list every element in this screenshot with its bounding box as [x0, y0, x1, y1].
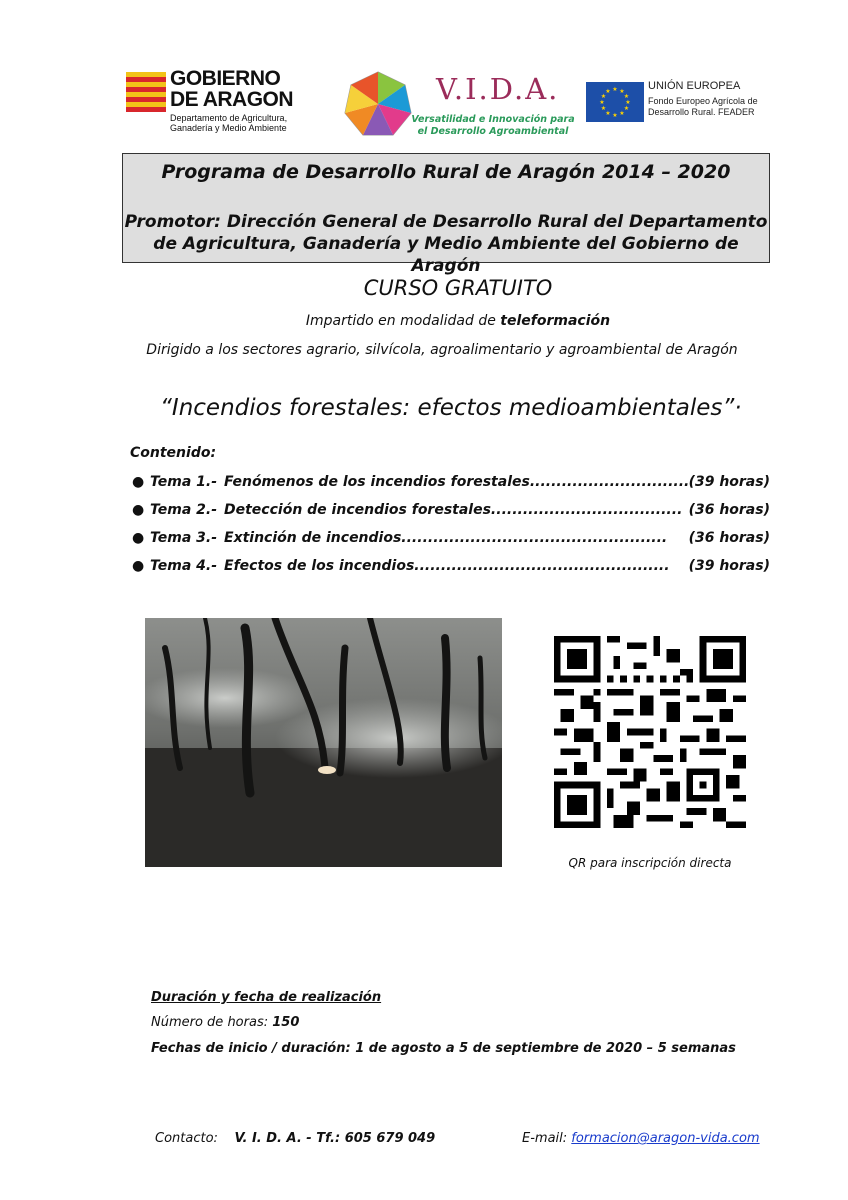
topic-text: Extinción de incendios..................................................: [224, 530, 668, 546]
course-audience: Dirigido a los sectores agrario, silvícola, agroalimentario y agroambiental de Aragón: [146, 342, 738, 358]
hours-label: Número de horas:: [151, 1015, 273, 1030]
vida-heptagon-icon: [342, 68, 414, 140]
list-item: [130, 496, 770, 524]
svg-text:★: ★: [625, 99, 631, 106]
list-item: [130, 468, 770, 496]
course-heading: CURSO GRATUITO: [363, 276, 553, 300]
qr-code[interactable]: [554, 636, 746, 828]
topic-label: Tema 2.-: [150, 502, 218, 518]
svg-text:★: ★: [599, 99, 605, 106]
email-line: [522, 1131, 760, 1146]
topic-hours: (36 horas): [688, 502, 770, 518]
aragon-flag-icon: [126, 72, 166, 112]
course-mode: [0, 313, 848, 329]
topic-label: Tema 1.-: [150, 474, 218, 490]
svg-text:★: ★: [623, 93, 630, 100]
svg-text:★: ★: [612, 112, 618, 119]
qr-caption: QR para inscripción directa: [568, 856, 732, 870]
list-item: [130, 524, 770, 552]
list-item: [130, 552, 770, 580]
program-title: Programa de Desarrollo Rural de Aragón 2014 – 2020: [161, 161, 731, 183]
vida-subtitle: Versatilidad e Innovación para el Desarrollo Agroambiental: [411, 114, 575, 137]
duration-dates: Fechas de inicio / duración: 1 de agosto a 5 de septiembre de 2020 – 5 semanas: [151, 1041, 736, 1056]
topic-text: Detección de incendios forestales....................................: [224, 502, 683, 518]
email-link[interactable]: formacion@aragon-vida.com: [571, 1131, 760, 1146]
topic-hours: (39 horas): [688, 474, 770, 490]
svg-text:★: ★: [619, 110, 625, 117]
bullet-icon: ●: [132, 474, 145, 490]
aragon-name-line2: DE ARAGON: [170, 88, 294, 111]
aragon-name-line1: GOBIERNO: [170, 67, 281, 90]
duration-hours: [151, 1015, 299, 1030]
eu-title: UNIÓN EUROPEA: [648, 80, 741, 92]
bullet-icon: ●: [132, 558, 145, 574]
topic-text: Fenómenos de los incendios forestales..............................: [224, 474, 690, 490]
topic-hours: (39 horas): [688, 558, 770, 574]
svg-text:★: ★: [605, 88, 611, 95]
eu-subtitle: Fondo Europeo Agrícola de Desarrollo Rural. FEADER: [648, 96, 758, 117]
aragon-government-logo: [126, 68, 312, 138]
course-title: “Incendios forestales: efectos medioambientales”·: [160, 395, 742, 421]
vida-title: V.I.D.A.: [436, 72, 560, 106]
svg-text:★: ★: [619, 88, 625, 95]
topic-hours: (36 horas): [688, 530, 770, 546]
contents-label: Contenido:: [130, 445, 217, 461]
bullet-icon: ●: [132, 530, 145, 546]
contact-line: [155, 1131, 435, 1146]
course-mode-value: teleformación: [500, 313, 611, 329]
bullet-icon: ●: [132, 502, 145, 518]
svg-text:★: ★: [600, 105, 607, 112]
course-mode-prefix: Impartido en modalidad de: [305, 313, 501, 329]
forest-fire-photo: [145, 618, 502, 867]
topic-text: Efectos de los incendios................................................: [224, 558, 670, 574]
svg-text:★: ★: [623, 105, 630, 112]
duration-heading: Duración y fecha de realización: [151, 990, 382, 1005]
eu-flag-icon: [586, 82, 644, 122]
svg-text:★: ★: [605, 110, 611, 117]
svg-text:★: ★: [612, 86, 618, 93]
aragon-logo-name: [170, 68, 293, 110]
topics-list: [130, 468, 770, 580]
program-box: [122, 153, 770, 276]
svg-text:★: ★: [600, 93, 607, 100]
contact-org: V. I. D. A. - Tf.:: [234, 1131, 345, 1146]
contact-phone: 605 679 049: [344, 1131, 436, 1146]
eu-logo: [586, 80, 766, 124]
program-promoter: Promotor: Dirección General de Desarrollo Rural del Departamento de Agricultura, Ganadería y Medio Ambiente del Gobierno de Aragón: [124, 212, 768, 276]
contact-label: Contacto:: [155, 1131, 218, 1146]
topic-label: Tema 3.-: [150, 530, 218, 546]
hours-value: 150: [272, 1015, 300, 1030]
vida-logo: [338, 66, 578, 146]
topic-label: Tema 4.-: [150, 558, 218, 574]
aragon-department: Departamento de Agricultura, Ganadería y Medio Ambiente: [170, 113, 288, 133]
email-label: E-mail:: [522, 1131, 572, 1146]
